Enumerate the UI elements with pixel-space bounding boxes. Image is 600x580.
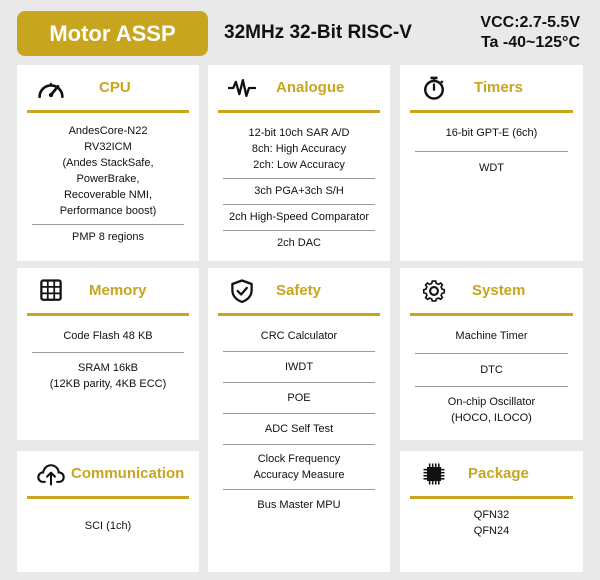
list-item: 2ch High-Speed Comparator	[223, 204, 375, 230]
card-body	[32, 514, 184, 539]
list-item: WDT	[415, 151, 568, 181]
list-item: SRAM 16kB (12KB parity, 4KB ECC)	[32, 352, 184, 397]
cloud-upload-icon	[37, 461, 65, 487]
card-package	[400, 451, 583, 572]
list-item: AndesCore-N22 RV32ICM (Andes StackSafe, PowerBrake, Recoverable NMI, Performance boost)	[59, 125, 157, 217]
card-header	[27, 268, 189, 316]
card-title: Timers	[474, 79, 523, 96]
card-title: System	[472, 282, 526, 299]
gear-icon	[420, 278, 448, 304]
product-subtitle: 32MHz 32-Bit RISC-V	[224, 22, 412, 43]
list-item: Machine Timer	[455, 330, 528, 342]
shield-check-icon	[228, 278, 256, 304]
list-item: PMP 8 regions	[32, 224, 184, 250]
card-body	[223, 324, 375, 518]
card-body	[415, 324, 568, 431]
waveform-icon	[228, 75, 256, 101]
card-header	[27, 451, 189, 499]
list-item: 12-bit 10ch SAR A/D 8ch: High Accuracy 2ch: Low Accuracy	[248, 127, 350, 171]
memory-grid-icon	[37, 278, 65, 304]
card-body	[415, 503, 568, 544]
stopwatch-icon	[420, 75, 448, 101]
card-communication	[17, 451, 199, 572]
list-item: IWDT	[223, 351, 375, 382]
card-header	[410, 268, 573, 316]
list-item: 16-bit GPT-E (6ch)	[445, 127, 538, 139]
list-item: ADC Self Test	[223, 413, 375, 444]
card-header	[218, 268, 380, 316]
list-item: POE	[223, 382, 375, 413]
list-item: DTC	[415, 353, 568, 386]
card-body	[32, 119, 184, 250]
list-item: On-chip Oscillator (HOCO, ILOCO)	[415, 386, 568, 431]
list-item: Code Flash 48 KB	[63, 330, 153, 342]
product-title-badge	[17, 11, 208, 56]
card-title: Analogue	[276, 79, 345, 96]
card-body	[32, 324, 184, 397]
vcc-range: VCC:2.7-5.5V	[480, 14, 580, 31]
list-item: 3ch PGA+3ch S/H	[223, 178, 375, 204]
card-analogue	[208, 65, 390, 261]
list-item: 2ch DAC	[223, 230, 375, 256]
card-header	[218, 65, 380, 113]
card-title: CPU	[99, 79, 131, 96]
card-header	[410, 65, 573, 113]
temperature-range: Ta -40~125°C	[480, 34, 580, 51]
card-system	[400, 268, 583, 440]
card-body	[415, 121, 568, 181]
card-timers	[400, 65, 583, 261]
card-title: Communication	[71, 465, 185, 482]
card-safety	[208, 268, 390, 572]
list-item: QFN32 QFN24	[473, 509, 510, 537]
speedometer-icon	[37, 75, 65, 101]
card-header	[27, 65, 189, 113]
list-item: Clock Frequency Accuracy Measure	[223, 444, 375, 489]
card-header	[410, 451, 573, 499]
card-body	[223, 121, 375, 256]
card-title: Memory	[89, 282, 147, 299]
list-item: CRC Calculator	[260, 330, 338, 342]
chip-icon	[420, 461, 448, 487]
card-title: Package	[468, 465, 529, 482]
list-item: SCI (1ch)	[84, 520, 132, 532]
spec-summary	[480, 13, 580, 53]
card-cpu	[17, 65, 199, 261]
card-memory	[17, 268, 199, 440]
list-item: Bus Master MPU	[223, 489, 375, 518]
card-title: Safety	[276, 282, 322, 299]
product-title: Motor ASSP	[49, 20, 176, 46]
